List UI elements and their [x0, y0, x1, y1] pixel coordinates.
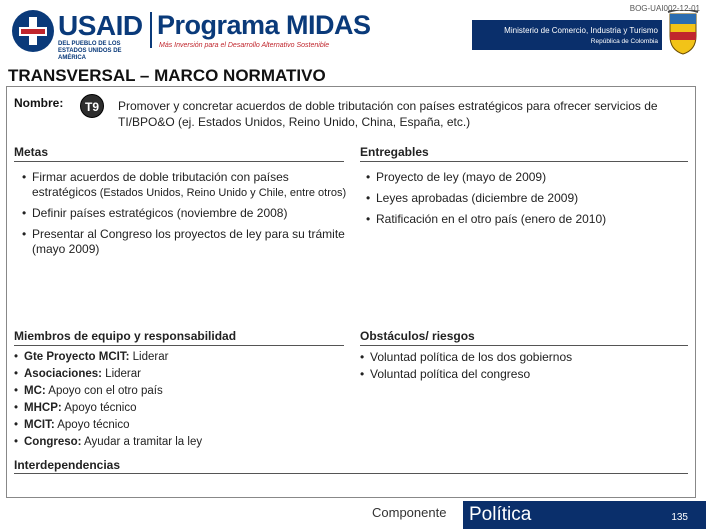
footer-componente-value: Política — [469, 504, 532, 525]
usaid-subtitle: DEL PUEBLO DE LOS ESTADOS UNIDOS DE AMÉRICA — [58, 41, 122, 61]
meta-text: Firmar acuerdos de doble tributación con países estratégicos — [32, 170, 289, 199]
member-responsibility: Liderar — [129, 351, 169, 363]
list-item — [14, 384, 344, 399]
document-code: BOG-UAI002-12-01 — [629, 4, 700, 13]
member-role: Congreso: — [24, 436, 82, 448]
metas-heading: Metas — [14, 145, 49, 159]
list-item — [22, 170, 352, 200]
list-item — [22, 227, 352, 257]
list-item: • Ratificación en el otro país (enero de 2010) — [366, 212, 686, 227]
list-item — [22, 206, 352, 221]
footer-componente-label: Componente — [372, 505, 447, 520]
member-role: MHCP: — [24, 402, 62, 414]
obstaculos-rule — [360, 345, 688, 346]
initiative-badge: T9 — [80, 94, 104, 118]
header-divider — [150, 12, 152, 48]
member-role: MCIT: — [24, 419, 55, 431]
metas-rule — [14, 161, 344, 162]
meta-text: Presentar al Congreso los proyectos de ley para su trámite (mayo 2009) — [32, 227, 345, 256]
meta-text: Definir países estratégicos (noviembre de 2008) — [32, 206, 288, 220]
entregables-list — [366, 170, 686, 233]
member-responsibility: Apoyo técnico — [54, 419, 130, 431]
obstaculos-list — [360, 350, 680, 384]
list-item: • Proyecto de ley (mayo de 2009) — [366, 170, 686, 185]
usaid-logo-text: USAID — [58, 10, 143, 41]
miembros-heading: Miembros de equipo y responsabilidad — [14, 329, 237, 343]
entregables-rule — [360, 161, 688, 162]
member-role: Gte Proyecto MCIT: — [24, 351, 130, 363]
interdependencias-heading: Interdependencias — [14, 458, 121, 472]
member-responsibility: Ayudar a tramitar la ley — [81, 436, 203, 448]
list-item: • Voluntad política del congreso — [360, 367, 680, 382]
nombre-description: Promover y concretar acuerdos de doble tributación con países estratégicos para ofrecer servicios de TI/BPO&O (ej. Estados Unidos, Reino Unido, China, España, etc.) — [118, 99, 658, 129]
meta-subtext: (Estados Unidos, Reino Unido y Chile, entre otros) — [96, 187, 347, 199]
list-item: • Voluntad política de los dos gobiernos — [360, 350, 680, 365]
usaid-seal-icon — [10, 8, 56, 54]
colombia-coat-of-arms-icon — [666, 10, 700, 56]
entregables-heading: Entregables — [360, 145, 429, 159]
header — [0, 0, 706, 62]
page-number: 135 — [671, 512, 688, 523]
member-role: MC: — [24, 385, 46, 397]
ministry-name: Ministerio de Comercio, Industria y Turismo — [504, 26, 658, 35]
nombre-label: Nombre: — [14, 96, 64, 110]
member-responsibility: Liderar — [101, 368, 141, 380]
member-role: Asociaciones: — [24, 368, 102, 380]
program-logo-text: Programa MIDAS — [157, 10, 371, 40]
republic-name: República de Colombia — [590, 38, 658, 45]
ministry-banner — [472, 20, 662, 50]
page-title: TRANSVERSAL – MARCO NORMATIVO — [8, 66, 326, 85]
member-responsibility: Apoyo técnico — [61, 402, 137, 414]
list-item — [14, 367, 344, 382]
miembros-rule — [14, 345, 344, 346]
list-item — [14, 435, 344, 450]
member-responsibility: Apoyo con el otro país — [45, 385, 163, 397]
list-item — [14, 401, 344, 416]
miembros-list — [14, 350, 344, 452]
list-item: • Leyes aprobadas (diciembre de 2009) — [366, 191, 686, 206]
program-subtitle: Más Inversión para el Desarrollo Alternativo Sostenible — [159, 42, 330, 49]
list-item — [14, 418, 344, 433]
obstaculos-heading: Obstáculos/ riesgos — [360, 329, 475, 343]
list-item — [14, 350, 344, 365]
metas-list — [22, 170, 352, 263]
interdependencias-rule — [14, 473, 688, 474]
